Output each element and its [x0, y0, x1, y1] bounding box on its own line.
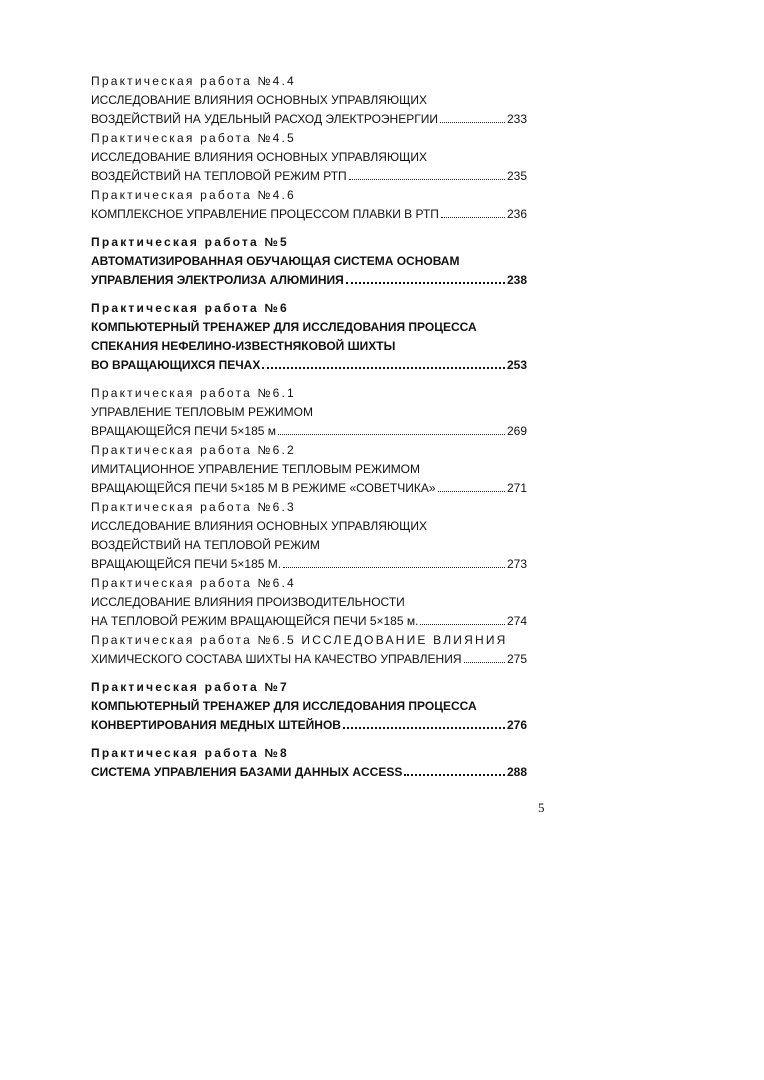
- toc-entry-page: 233: [506, 112, 527, 126]
- toc-entry: [91, 574, 527, 631]
- toc-entry-page: 276: [506, 718, 527, 732]
- toc-entry-last-line: [91, 110, 527, 129]
- toc-entry: [91, 72, 527, 129]
- toc-entry-kicker: Практическая работа №5: [91, 235, 289, 249]
- toc-entry-last-line: [91, 205, 527, 224]
- table-of-contents: [91, 72, 527, 782]
- toc-entry-title-end: ВОЗДЕЙСТВИЙ НА УДЕЛЬНЫЙ РАСХОД ЭЛЕКТРОЭНЕРГИИ: [91, 112, 438, 126]
- page-number: 5: [538, 800, 545, 815]
- dot-leader: [438, 491, 505, 492]
- dot-leader: [441, 217, 505, 218]
- toc-entry-last-line: [91, 167, 527, 186]
- toc-entry-last-line: [91, 555, 527, 574]
- toc-entry-page: 275: [506, 652, 527, 666]
- toc-entry-kicker: Практическая работа №6.5 ИССЛЕДОВАНИЕ ВЛИЯНИЯ: [91, 633, 508, 647]
- toc-entry-title-end: ВРАЩАЮЩЕЙСЯ ПЕЧИ 5×185 м: [91, 424, 277, 438]
- toc-entry-page: 238: [506, 273, 527, 287]
- toc-entry: [91, 129, 527, 186]
- toc-entry: [91, 441, 527, 498]
- dot-leader: [464, 662, 505, 663]
- dot-leader: [420, 624, 505, 625]
- toc-entry-title-line: ИМИТАЦИОННОЕ УПРАВЛЕНИЕ ТЕПЛОВЫМ РЕЖИМОМ: [91, 462, 421, 476]
- toc-entry-kicker: Практическая работа №6.3: [91, 500, 296, 514]
- toc-entry-kicker: Практическая работа №8: [91, 746, 289, 760]
- toc-entry-kicker: Практическая работа №6.4: [91, 576, 296, 590]
- toc-entry-kicker: Практическая работа №6: [91, 301, 289, 315]
- dot-leader: [283, 567, 505, 568]
- toc-entry-last-line: [91, 612, 527, 631]
- toc-entry-last-line: [91, 271, 527, 290]
- toc-entry-title-line: УПРАВЛЕНИЕ ТЕПЛОВЫМ РЕЖИМОМ: [91, 405, 313, 419]
- toc-entry-title-end: ВО ВРАЩАЮЩИХСЯ ПЕЧАХ: [91, 358, 261, 372]
- dot-leader: [404, 774, 505, 776]
- toc-entry: [91, 498, 527, 574]
- toc-entry-last-line: [91, 479, 527, 498]
- toc-entry-kicker: Практическая работа №4.4: [91, 74, 296, 88]
- dot-leader: [349, 179, 505, 180]
- toc-entry-title-end: КОМПЛЕКСНОЕ УПРАВЛЕНИЕ ПРОЦЕССОМ ПЛАВКИ В РТП: [91, 207, 439, 221]
- toc-entry-title-line: КОМПЬЮТЕРНЫЙ ТРЕНАЖЕР ДЛЯ ИССЛЕДОВАНИЯ ПРОЦЕССА: [91, 320, 477, 334]
- toc-entry: [91, 744, 527, 782]
- toc-entry-kicker: Практическая работа №4.6: [91, 188, 296, 202]
- toc-entry-title-end: ВРАЩАЮЩЕЙСЯ ПЕЧИ 5×185 М.: [91, 557, 282, 571]
- toc-entry-title-end: СИСТЕМА УПРАВЛЕНИЯ БАЗАМИ ДАННЫХ ACCESS: [91, 765, 403, 779]
- toc-entry-kicker: Практическая работа №6.2: [91, 443, 296, 457]
- toc-entry-title-end: НА ТЕПЛОВОЙ РЕЖИМ ВРАЩАЮЩЕЙСЯ ПЕЧИ 5×185 м.: [91, 614, 419, 628]
- toc-entry-title-end: УПРАВЛЕНИЯ ЭЛЕКТРОЛИЗА АЛЮМИНИЯ: [91, 273, 344, 287]
- toc-entry-title-line: ИССЛЕДОВАНИЕ ВЛИЯНИЯ ПРОИЗВОДИТЕЛЬНОСТИ: [91, 595, 405, 609]
- toc-entry-last-line: [91, 763, 527, 782]
- toc-entry-title-line: ВОЗДЕЙСТВИЙ НА ТЕПЛОВОЙ РЕЖИМ: [91, 538, 320, 552]
- dot-leader: [440, 122, 505, 123]
- toc-entry: [91, 186, 527, 224]
- toc-entry: [91, 299, 527, 375]
- dot-leader: [343, 727, 505, 729]
- toc-entry-title-line: АВТОМАТИЗИРОВАННАЯ ОБУЧАЮЩАЯ СИСТЕМА ОСНОВАМ: [91, 254, 460, 268]
- toc-entry-title-line: КОМПЬЮТЕРНЫЙ ТРЕНАЖЕР ДЛЯ ИССЛЕДОВАНИЯ ПРОЦЕССА: [91, 699, 477, 713]
- toc-entry-last-line: [91, 422, 527, 441]
- toc-entry-page: 269: [506, 424, 527, 438]
- dot-leader: [278, 434, 505, 435]
- dot-leader: [346, 282, 505, 284]
- toc-entry-page: 235: [506, 169, 527, 183]
- toc-entry-last-line: [91, 356, 527, 375]
- toc-entry-kicker: Практическая работа №6.1: [91, 386, 296, 400]
- toc-entry: [91, 631, 527, 669]
- toc-entry-title-end: ВОЗДЕЙСТВИЙ НА ТЕПЛОВОЙ РЕЖИМ РТП: [91, 169, 347, 183]
- toc-entry-title-line: ИССЛЕДОВАНИЕ ВЛИЯНИЯ ОСНОВНЫХ УПРАВЛЯЮЩИХ: [91, 519, 427, 533]
- toc-entry-title-line: ИССЛЕДОВАНИЕ ВЛИЯНИЯ ОСНОВНЫХ УПРАВЛЯЮЩИХ: [91, 93, 427, 107]
- toc-entry-page: 271: [506, 481, 527, 495]
- toc-entry-title-line: СПЕКАНИЯ НЕФЕЛИНО-ИЗВЕСТНЯКОВОЙ ШИХТЫ: [91, 339, 396, 353]
- toc-entry-title-end: ХИМИЧЕСКОГО СОСТАВА ШИХТЫ НА КАЧЕСТВО УПРАВЛЕНИЯ: [91, 652, 462, 666]
- toc-entry-title-end: КОНВЕРТИРОВАНИЯ МЕДНЫХ ШТЕЙНОВ: [91, 718, 341, 732]
- toc-entry-page: 236: [506, 207, 527, 221]
- toc-entry-page: 253: [506, 358, 527, 372]
- toc-entry: [91, 233, 527, 290]
- toc-entry-page: 274: [506, 614, 527, 628]
- toc-entry-title-line: ИССЛЕДОВАНИЕ ВЛИЯНИЯ ОСНОВНЫХ УПРАВЛЯЮЩИХ: [91, 150, 427, 164]
- toc-entry: [91, 678, 527, 735]
- toc-entry-kicker: Практическая работа №4.5: [91, 131, 296, 145]
- toc-entry-last-line: [91, 650, 527, 669]
- toc-entry-title-end: ВРАЩАЮЩЕЙСЯ ПЕЧИ 5×185 М В РЕЖИМЕ «СОВЕТЧИКА»: [91, 481, 436, 495]
- toc-entry-page: 288: [506, 765, 527, 779]
- toc-entry-kicker: Практическая работа №7: [91, 680, 289, 694]
- toc-entry: [91, 384, 527, 441]
- toc-entry-last-line: [91, 716, 527, 735]
- toc-entry-page: 273: [506, 557, 527, 571]
- dot-leader: [262, 367, 505, 369]
